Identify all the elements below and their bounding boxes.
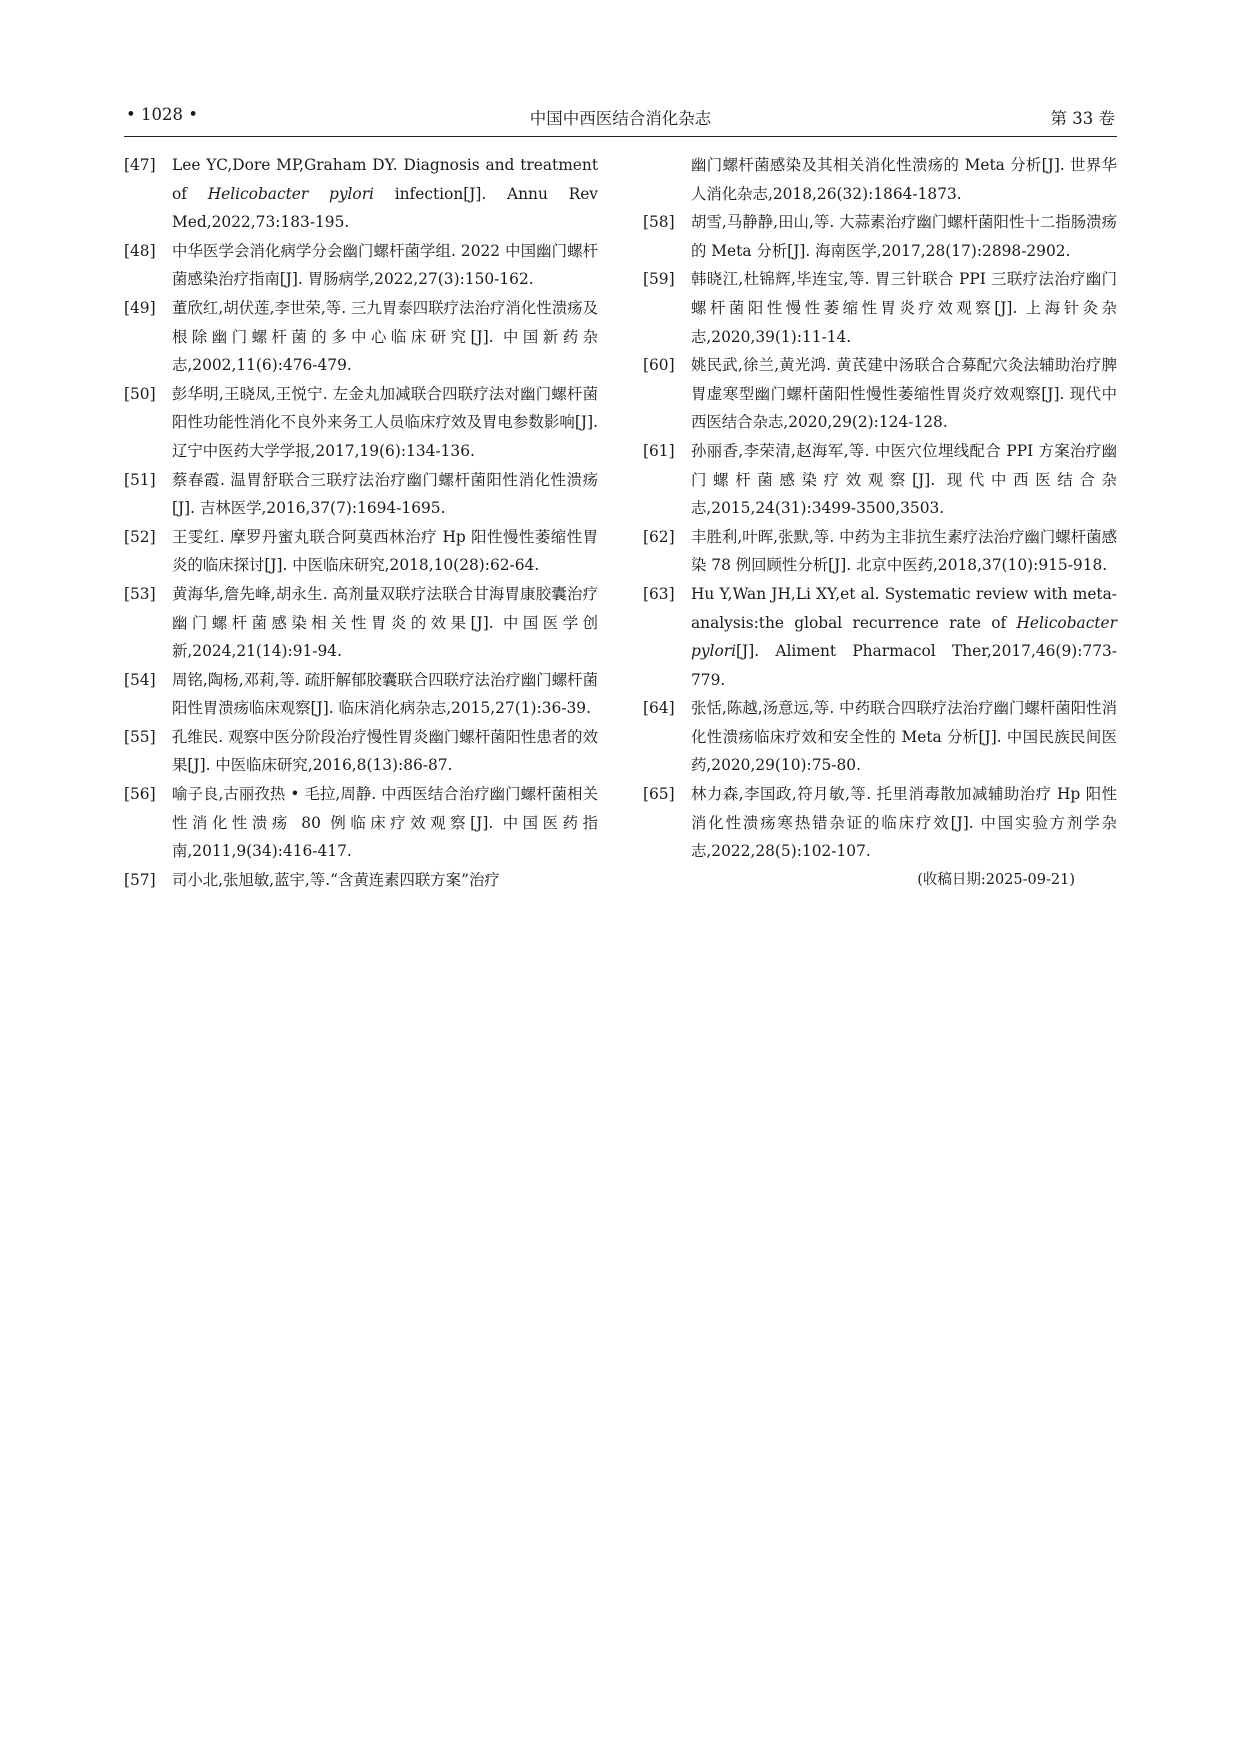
- reference-65: [643, 780, 1117, 866]
- reference-57-continued: 幽门螺杆菌感染及其相关消化性溃疡的 Meta 分析[J]. 世界华人消化杂志,2018,26(32):1864-1873.: [691, 156, 1117, 203]
- reference-54: [124, 666, 598, 723]
- received-date: (收稿日期:2025-09-21): [917, 871, 1075, 888]
- ref-number: [65]: [643, 785, 675, 804]
- ref-text: 胡雪,马静静,田山,等. 大蒜素治疗幽门螺杆菌阳性十二指肠溃疡的 Meta 分析[J]. 海南医学,2017,28(17):2898-2902.: [691, 213, 1117, 260]
- reference-62: [643, 523, 1117, 580]
- ref-number: [50]: [124, 384, 156, 403]
- ref-number: [47]: [124, 156, 156, 174]
- ref-text: 丰胜利,叶晖,张默,等. 中药为主非抗生素疗法治疗幽门螺杆菌感染 78 例回顾性分析[J]. 北京中医药,2018,37(10):915-918.: [691, 527, 1117, 575]
- ref-number: [52]: [124, 527, 156, 546]
- ref-number: [57]: [124, 870, 156, 889]
- ref-text: 喻子良,古丽孜热 • 毛拉,周静. 中西医结合治疗幽门螺杆菌相关性消化性溃疡 80 例临床疗效观察[J]. 中国医药指南,2011,9(34):416-417.: [172, 785, 598, 861]
- ref-number: [60]: [643, 356, 675, 375]
- ref-text: 董欣红,胡伏莲,李世荣,等. 三九胃泰四联疗法治疗消化性溃疡及根除幽门螺杆菌的多中心临床研究[J]. 中国新药杂志,2002,11(6):476-479.: [172, 298, 598, 375]
- volume-label: 第 33 卷: [1050, 109, 1115, 128]
- reference-50: [124, 380, 598, 466]
- ref-number: [56]: [124, 785, 156, 804]
- reference-51: [124, 466, 598, 523]
- reference-57: [124, 866, 598, 895]
- ref-number: [62]: [643, 527, 675, 546]
- ref-number: [61]: [643, 441, 675, 460]
- ref-text: 彭华明,王晓凤,王悦宁. 左金丸加减联合四联疗法对幽门螺杆菌阳性功能性消化不良外来务工人员临床疗效及胃电参数影响[J]. 辽宁中医药大学学报,2017,19(6):134-136.: [172, 384, 598, 460]
- reference-60: [643, 351, 1117, 437]
- reference-61: [643, 437, 1117, 523]
- ref-number: [48]: [124, 241, 156, 260]
- reference-52: [124, 523, 598, 580]
- ref-number: [49]: [124, 298, 156, 317]
- ref-text: 周铭,陶杨,邓莉,等. 疏肝解郁胶囊联合四联疗法治疗幽门螺杆菌阳性胃溃疡临床观察[J]. 临床消化病杂志,2015,27(1):36-39.: [172, 670, 598, 718]
- page-number: • 1028 •: [126, 105, 198, 124]
- ref-text: 孙丽香,李荣清,赵海军,等. 中医穴位埋线配合 PPI 方案治疗幽门螺杆菌感染疗效观察[J]. 现代中西医结合杂志,2015,24(31):3499-3500,3503.: [691, 441, 1117, 518]
- ref-text: 司小北,张旭敏,蓝宇,等.“含黄连素四联方案”治疗: [172, 870, 500, 889]
- ref-text: 姚民武,徐兰,黄光鸿. 黄芪建中汤联合合募配穴灸法辅助治疗脾胃虚寒型幽门螺杆菌阳性慢性萎缩性胃炎疗效观察[J]. 现代中西医结合杂志,2020,29(2):124-128.: [691, 356, 1117, 432]
- reference-53: [124, 580, 598, 666]
- ref-number: [59]: [643, 270, 675, 289]
- ref-text: 黄海华,詹先峰,胡永生. 高剂量双联疗法联合甘海胃康胶囊治疗幽门螺杆菌感染相关性胃炎的效果[J]. 中国医学创新,2024,21(14):91-94.: [172, 584, 598, 661]
- ref-text: 张恬,陈越,汤意远,等. 中药联合四联疗法治疗幽门螺杆菌阳性消化性溃疡临床疗效和安全性的 Meta 分析[J]. 中国民族民间医药,2020,29(10):75-80.: [691, 699, 1117, 775]
- reference-59: [643, 265, 1117, 351]
- reference-63: [643, 580, 1117, 694]
- running-header: [124, 100, 1117, 137]
- reference-55: [124, 723, 598, 780]
- ref-number: [53]: [124, 584, 156, 603]
- reference-56: [124, 780, 598, 866]
- reference-64: [643, 694, 1117, 780]
- ref-text: 蔡春霞. 温胃舒联合三联疗法治疗幽门螺杆菌阳性消化性溃疡[J]. 吉林医学,2016,37(7):1694-1695.: [172, 470, 598, 518]
- ref-number: [51]: [124, 470, 156, 489]
- reference-49: [124, 294, 598, 380]
- ref-text: 中华医学会消化病学分会幽门螺杆菌学组. 2022 中国幽门螺杆菌感染治疗指南[J]. 胃肠病学,2022,27(3):150-162.: [172, 241, 598, 289]
- ref-text: Hu Y,Wan JH,Li XY,et al. Systematic review with meta-analysis:the global recurrence rate of Helicobacter pylori[J]. Aliment Pharmacol Ther,2017,46(9):773-779.: [691, 584, 1117, 689]
- references-right-column: [643, 151, 1117, 894]
- ref-number: [58]: [643, 213, 675, 232]
- reference-58: [643, 208, 1117, 265]
- ref-text: Lee YC,Dore MP,Graham DY. Diagnosis and treatment of Helicobacter pylori infection[J]. Annu Rev Med,2022,73:183-195.: [172, 156, 598, 232]
- ref-text: 林力森,李国政,符月敏,等. 托里消毒散加减辅助治疗 Hp 阳性消化性溃疡寒热错杂证的临床疗效[J]. 中国实验方剂学杂志,2022,28(5):102-107.: [691, 785, 1117, 861]
- ref-text: 孔维民. 观察中医分阶段治疗慢性胃炎幽门螺杆菌阳性患者的效果[J]. 中医临床研究,2016,8(13):86-87.: [172, 727, 598, 775]
- species-name: Helicobacter pylori: [691, 613, 1117, 661]
- ref-text: 韩晓江,杜锦辉,毕连宝,等. 胃三针联合 PPI 三联疗法治疗幽门螺杆菌阳性慢性萎缩性胃炎疗效观察[J]. 上海针灸杂志,2020,39(1):11-14.: [691, 270, 1117, 346]
- species-name: Helicobacter pylori: [207, 184, 374, 203]
- ref-number: [63]: [643, 584, 675, 603]
- ref-number: [54]: [124, 670, 156, 689]
- journal-title: 中国中西医结合消化杂志: [529, 109, 712, 128]
- ref-number: [64]: [643, 699, 675, 718]
- reference-47: [124, 151, 598, 237]
- ref-text: 王雯红. 摩罗丹蜜丸联合阿莫西林治疗 Hp 阳性慢性萎缩性胃炎的临床探讨[J]. 中医临床研究,2018,10(28):62-64.: [172, 527, 598, 575]
- reference-48: [124, 237, 598, 294]
- references-left-column: [124, 151, 598, 894]
- ref-number: [55]: [124, 727, 156, 746]
